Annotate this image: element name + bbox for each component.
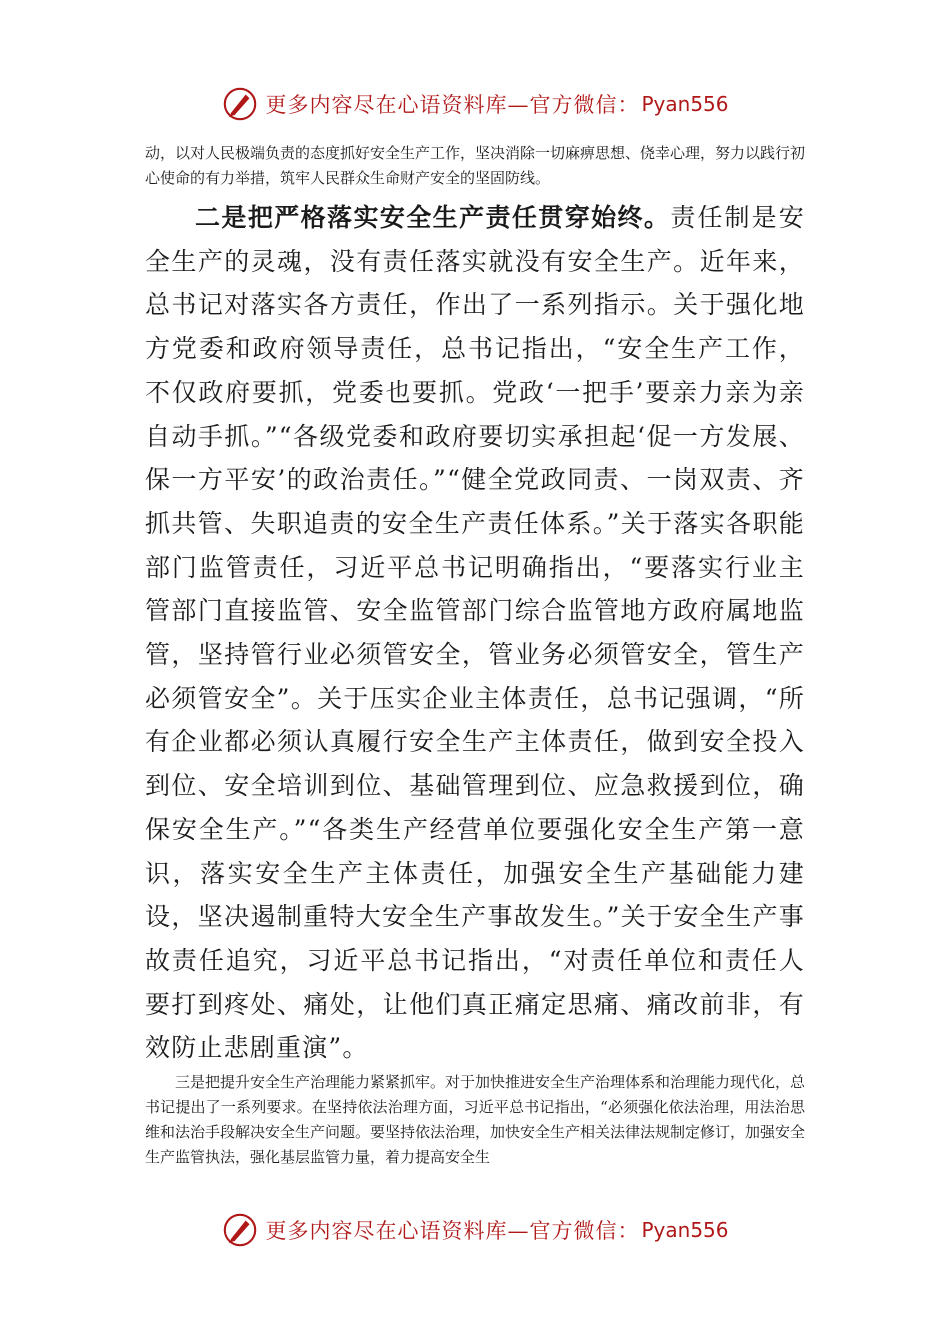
pen-logo-icon [221,85,259,123]
banner-text: 更多内容尽在心语资料库—官方微信： [265,1219,640,1243]
pen-logo-icon [221,1211,259,1249]
banner-wechat-id: Pyan556 [641,92,729,116]
paragraph-2 [145,196,805,1070]
paragraph-2-body: 责任制是安全生产的灵魂，没有责任落实就没有安全生产。近年来，总书记对落实各方责任，作出了一系列指示。关于强化地方党委和政府领导责任，总书记指出，“安全生产工作，不仅政府要抓，党委也要抓。党政‘一把手’要亲力亲为亲自动手抓。”“各级党委和政府要切实承担起‘促一方发展、保一方平安’的政治责任。”“健全党政同责、一岗双责、齐抓共管、失职追责的安全生产责任体系。”关于落实各职能部门监管责任，习近平总书记明确指出，“要落实行业主管部门直接监管、安全监管部门综合监管地方政府属地监管，坚持管行业必须管安全，管业务必须管安全，管生产必须管安全”。关于压实企业主体责任，总书记强调，“所有企业都必须认真履行安全生产主体责任，做到安全投入到位、安全培训到位、基础管理到位、应急救援到位，确保安全生产。”“各类生产经营单位要强化安全生产第一意识，落实安全生产主体责任，加强安全生产基础能力建设，坚决遏制重特大安全生产事故发生。”关于安全生产事故责任追究，习近平总书记指出，“对责任单位和责任人要打到疼处、痛处，让他们真正痛定思痛、痛改前非，有效防止悲剧重演”。 [145,203,805,1063]
banner-text: 更多内容尽在心语资料库—官方微信： [265,93,640,117]
paragraph-1-tail: 动，以对人民极端负责的态度抓好安全生产工作，坚决消除一切麻痹思想、侥幸心理，努力以践行初心使命的有力举措，筑牢人民群众生命财产安全的坚固防线。 [145,144,806,187]
footer-banner [0,1208,950,1252]
paragraph-3: 三是把提升安全生产治理能力紧紧抓牢。对于加快推进安全生产治理体系和治理能力现代化，总书记提出了一系列要求。在坚持依法治理方面，习近平总书记指出，“必须强化依法治理，用法治思维和法治手段解决安全生产问题。要坚持依法治理，加快安全生产相关法律法规制定修订，加强安全生产监管执法，强化基层监管力量，着力提高安全生 [145,1073,806,1166]
banner-wechat-id: Pyan556 [641,1218,729,1242]
header-banner [0,82,950,126]
paragraph-2-lead: 二是把严格落实安全生产责任贯穿始终。 [195,203,671,232]
